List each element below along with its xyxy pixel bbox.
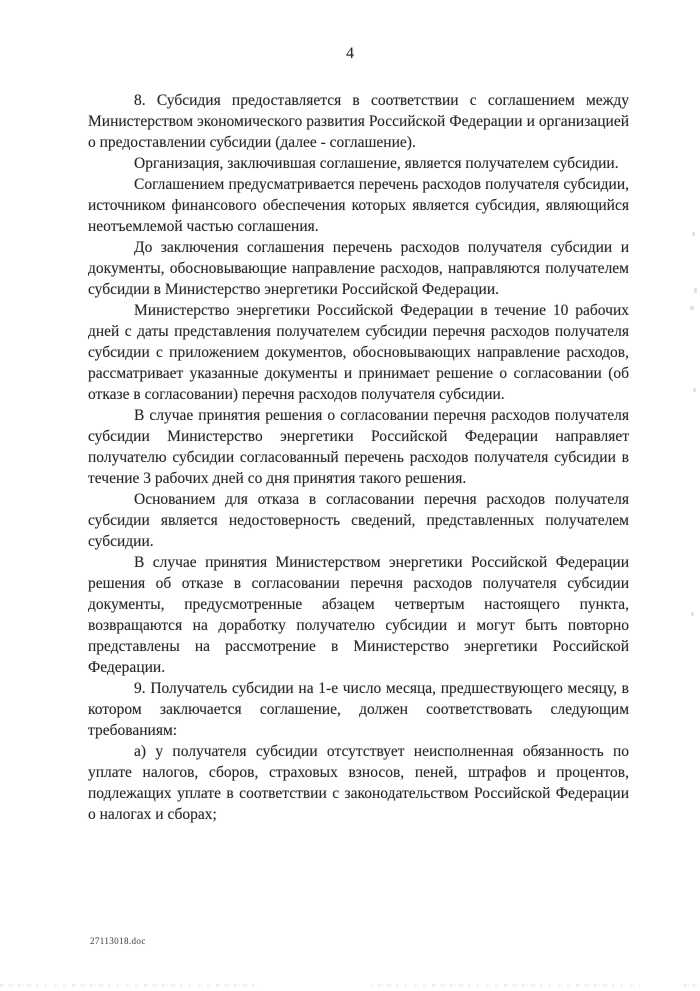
- scan-speck: [694, 288, 697, 293]
- scan-speck: [690, 306, 694, 310]
- paragraph: Организация, заключившая соглашение, является получателем субсидии.: [134, 155, 619, 172]
- paragraph: До заключения соглашения перечень расходов получателя субсидии и документы, обосновывающие направление расходов, направляются получателем субсидии в Министерство энергетики Российской Федерации.: [88, 239, 629, 298]
- page-number: 4: [346, 45, 354, 62]
- paragraph: Соглашением предусматривается перечень расходов получателя субсидии, источником финансового обеспечения которых является субсидия, являющийся неотъемлемой частью соглашения.: [88, 176, 629, 235]
- paragraph: 8. Субсидия предоставляется в соответствии с соглашением между Министерством экономического развития Российской Федерации и организацией о предоставлении субсидии (далее - соглашение).: [88, 92, 629, 151]
- paragraph: а) у получателя субсидии отсутствует неисполненная обязанность по уплате налогов, сборов, страховых взносов, пеней, штрафов и процентов, подлежащих уплате в соответствии с законодательством Российской Федерации о налогах и сборах;: [88, 743, 629, 823]
- scan-noise-strip: [0, 984, 700, 987]
- paragraph: Министерство энергетики Российской Федерации в течение 10 рабочих дней с даты представления получателем субсидии перечня расходов получателя субсидии с приложением документов, обосновывающих направление расходов, рассматривает указанные документы и принимает решение о согласовании (об отказе в согласовании) перечня расходов получателя субсидии.: [88, 302, 629, 403]
- scan-speck: [692, 232, 695, 236]
- paragraph: В случае принятия решения о согласовании перечня расходов получателя субсидии Министерство энергетики Российской Федерации направляет получателю субсидии согласованный перечень расходов получателя субсидии в течение 3 рабочих дней со дня принятия такого решения.: [88, 407, 629, 487]
- scan-speck: [691, 612, 694, 616]
- paragraph: 9. Получатель субсидии на 1-е число месяца, предшествующего месяцу, в котором заключается соглашение, должен соответствовать следующим требованиям:: [88, 680, 629, 739]
- scan-speck: [693, 388, 696, 392]
- footer-filename: 27113018.doc: [90, 936, 146, 946]
- document-body: [88, 90, 629, 825]
- paragraph: В случае принятия Министерством энергетики Российской Федерации решения об отказе в согласовании перечня расходов получателя субсидии документы, предусмотренные абзацем четвертым настоящего пункта, возвращаются на доработку получателю субсидии и могут быть повторно представлены на рассмотрение в Министерство энергетики Российской Федерации.: [88, 554, 629, 676]
- paragraph: Основанием для отказа в согласовании перечня расходов получателя субсидии является недостоверность сведений, представленных получателем субсидии.: [88, 491, 629, 550]
